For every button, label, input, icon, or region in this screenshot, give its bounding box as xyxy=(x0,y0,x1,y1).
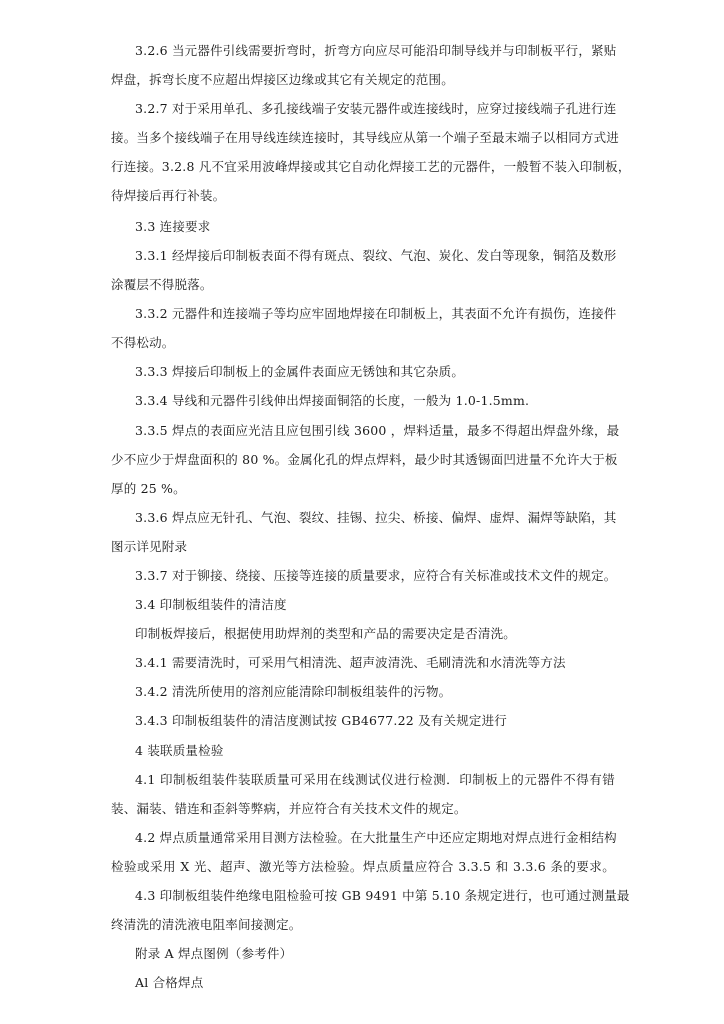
text-line: 3.4.1 需要清洗时，可采用气相清洗、超声波清洗、毛刷清洗和水清洗等方法 xyxy=(135,655,566,670)
text-line: 4.2 焊点质量通常采用目测方法检验。在大批量生产中还应定期地对焊点进行金相结构 xyxy=(135,830,617,845)
appendix-heading: 附录 A 焊点图例（参考件） xyxy=(135,946,293,961)
text-line: 3.3.1 经焊接后印制板表面不得有斑点、裂纹、气泡、炭化、发白等现象，铜箔及数形 xyxy=(135,248,617,263)
text-line: 3.4.3 印制板组装件的清洁度测试按 GB4677.22 及有关规定进行 xyxy=(135,713,507,728)
text-line: 3.3.3 焊接后印制板上的金属件表面应无锈蚀和其它杂质。 xyxy=(135,364,465,379)
text-line: 少不应少于焊盘面积的 80 %。金属化孔的焊点焊料，最少时其透锡面凹进量不允许大于板 xyxy=(111,452,618,467)
text-line: 3.3.5 焊点的表面应光洁且应包围引线 3600 ，焊料适量，最多不得超出焊盘外缘，最 xyxy=(135,423,620,438)
text-line: 3.2.7 对于采用单孔、多孔接线端子安装元器件或连接线时，应穿过接线端子孔进行连 xyxy=(135,101,617,116)
text-line: 终清洗的清洗液电阻率间接测定。 xyxy=(111,917,302,932)
appendix-subheading: Al 合格焊点 xyxy=(135,975,204,990)
text-line: 涂覆层不得脱落。 xyxy=(111,277,213,292)
text-line: 3.4.2 清洗所使用的溶剂应能清除印制板组装件的污物。 xyxy=(135,684,452,699)
text-line: 装、漏装、错连和歪斜等弊病，并应符合有关技术文件的规定。 xyxy=(111,801,467,816)
section-heading: 3.3 连接要求 xyxy=(135,219,211,234)
text-line: 4.1 印制板组装件装联质量可采用在线测试仪进行检测．印制板上的元器件不得有错 xyxy=(135,772,615,787)
text-line: 3.3.7 对于铆接、绕接、压接等连接的质量要求，应符合有关标准或技术文件的规定。 xyxy=(135,568,617,583)
text-line: 厚的 25 %。 xyxy=(111,481,186,496)
text-line: 图示详见附录 xyxy=(111,539,188,554)
section-heading: 4 装联质量检验 xyxy=(135,743,224,758)
text-line: 3.3.4 导线和元器件引线伸出焊接面铜箔的长度，一般为 1.0-1.5mm. xyxy=(135,393,530,408)
text-line: 3.3.2 元器件和连接端子等均应牢固地焊接在印制板上，其表面不允许有损伤，连接件 xyxy=(135,306,617,321)
text-line: 不得松动。 xyxy=(111,335,175,350)
text-line: 4.3 印制板组装件绝缘电阻检验可按 GB 9491 中第 5.10 条规定进行，也可通过测量最 xyxy=(135,888,630,903)
text-line: 焊盘，拆弯长度不应超出焊接区边缘或其它有关规定的范围。 xyxy=(111,72,454,87)
text-line: 接。当多个接线端子在用导线连续连接时，其导线应从第一个端子至最末端子以相同方式进 xyxy=(111,130,620,145)
text-line: 3.3.6 焊点应无针孔、气泡、裂纹、挂锡、拉尖、桥接、偏焊、虚焊、漏焊等缺陷，其 xyxy=(135,510,617,525)
section-heading: 3.4 印制板组装件的清洁度 xyxy=(135,597,287,612)
text-line: 3.2.6 当元器件引线需要折弯时，折弯方向应尽可能沿印制导线并与印制板平行，紧贴 xyxy=(135,43,617,58)
text-line: 行连接。3.2.8 凡不宜采用波峰焊接或其它自动化焊接工艺的元器件，一般暂不装入印制板， xyxy=(111,159,631,174)
text-line: 印制板焊接后，根据使用助焊剂的类型和产品的需要决定是否清洗。 xyxy=(135,626,517,641)
text-line: 待焊接后再行补装。 xyxy=(111,188,226,203)
text-line: 检验或采用 X 光、超声、激光等方法检验。焊点质量应符合 3.3.5 和 3.3.6 条的要求。 xyxy=(111,859,615,874)
